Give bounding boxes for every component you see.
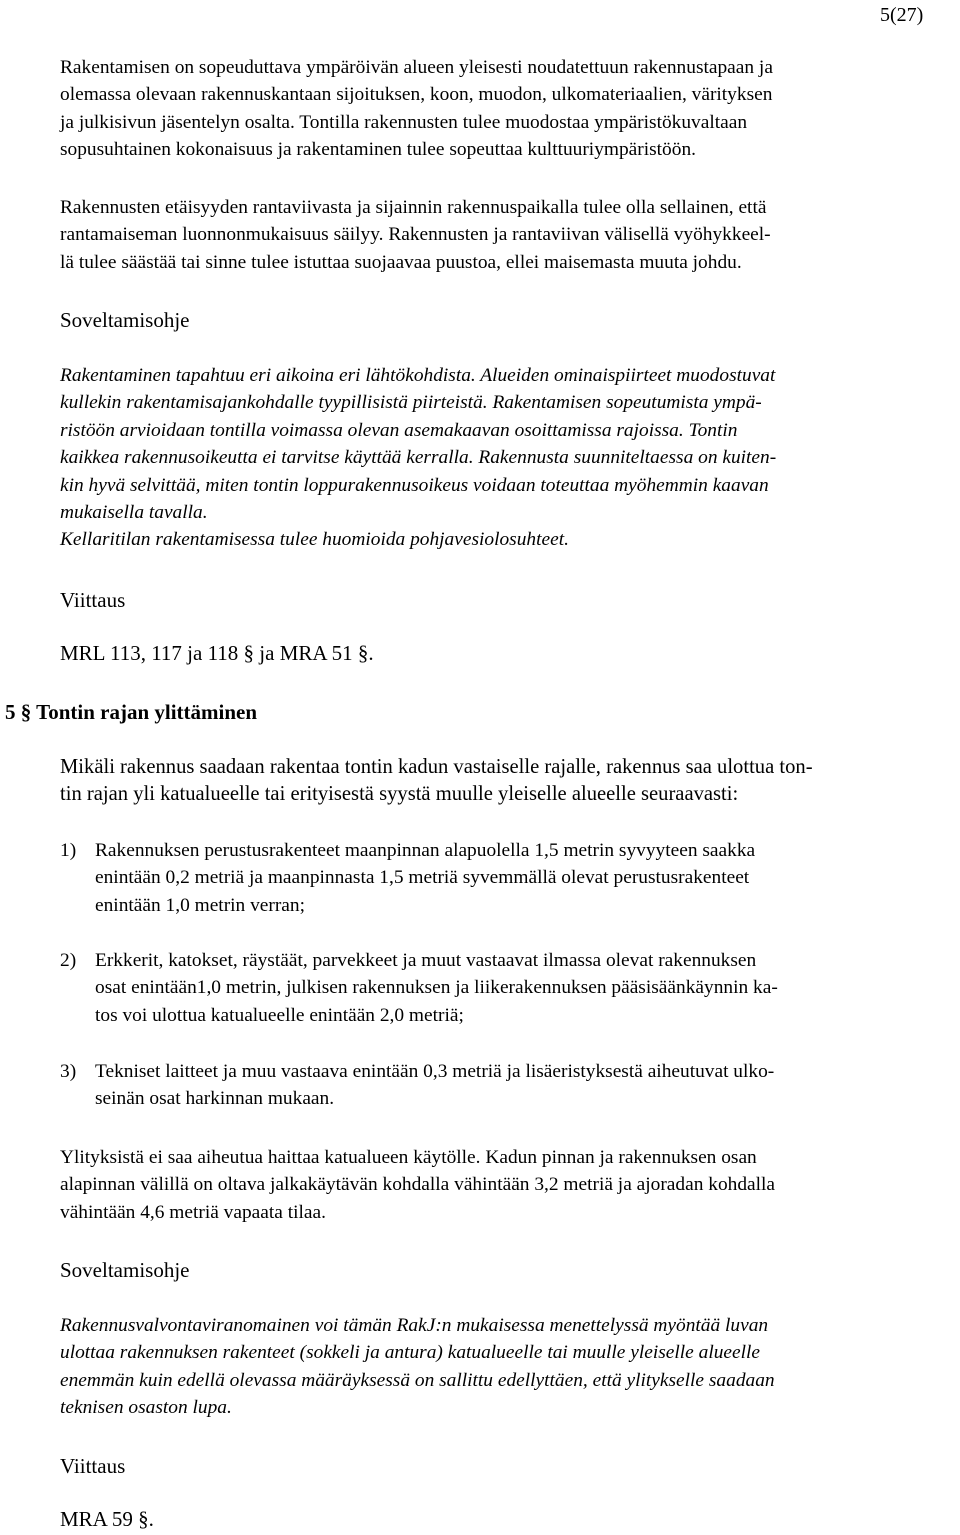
text-line: Mikäli rakennus saadaan rakentaa tontin kadun vastaiselle rajalle, rakennus saa ulottua ton- [60,756,813,778]
text-line: tin rajan yli katualueelle tai erityisestä syystä muulle yleiselle alueelle seuraavasti: [60,783,739,806]
reference-text: MRA 59 §. [60,1507,154,1531]
list-number: 1) [60,840,77,861]
text-line: Erkkerit, katokset, räystäät, parvekkeet ja muut vastaavat ilmassa olevat rakennuksen [95,950,757,971]
list-number: 2) [60,950,77,971]
text-line: ulottaa rakennuksen rakenteet (sokkeli ja antura) katualueelle tai muulle yleiselle alueelle [60,1342,760,1364]
reference-heading: Viittaus [60,1454,126,1478]
paragraph-clearance [60,1144,960,1226]
list-number: 3) [60,1061,77,1082]
text-line: Ylityksistä ei saa aiheutua haittaa katualueen käytölle. Kadun pinnan ja rakennuksen osan [60,1147,757,1168]
text-line: kin hyvä selvittää, miten tontin loppurakennusoikeus voidaan toteuttaa myöhemmin kaavan [60,474,769,496]
text-line: alapinnan välillä on oltava jalkakäytävän kohdalla vähintään 3,2 metriä ja ajoradan kohdalla [60,1174,776,1196]
text-line: Rakentaminen tapahtuu eri aikoina eri lähtökohdista. Alueiden ominaispiirteet muodostuvat [60,365,776,386]
text-line: osat enintään1,0 metrin, julkisen rakennuksen ja liikerakennuksen pääsisäänkäynnin ka- [95,977,778,999]
reference-heading: Viittaus [60,588,126,612]
text-line: ja julkisivun jäsentelyn osalta. Tontilla rakennusten tulee muodostaa ympäristökuvaltaan [60,111,748,133]
text-line: Rakentamisen on sopeuduttava ympäröivän alueen yleisesti noudatettuun rakennustapaan ja [60,57,773,78]
text-line: seinän osat harkinnan mukaan. [95,1088,335,1110]
page-number: 5(27) [880,4,924,26]
text-line: enintään 0,2 metriä ja maanpinnasta 1,5 metriä syvemmällä olevat perustusrakenteet [95,867,750,889]
text-line: enemmän kuin edellä olevassa määräyksessä on sallittu edellyttäen, että ylitykselle saadaan [60,1369,775,1391]
text-line: Rakennusten etäisyyden rantaviivasta ja sijainnin rakennuspaikalla tulee olla sellainen, että [60,197,767,218]
text-line: sopusuhtainen kokonaisuus ja rakentaminen tulee sopeuttaa kulttuuriympäristöön. [60,139,696,161]
paragraph-shoreline-distance [60,194,960,276]
guide-heading: Soveltamisohje [60,308,190,332]
text-line: Tekniset laitteet ja muu vastaava enintään 0,3 metriä ja lisäeristyksestä aiheutuvat ulko- [95,1061,775,1082]
list-item [60,837,960,921]
text-line: vähintään 4,6 metriä vapaata tilaa. [60,1201,326,1223]
section-intro [60,754,960,809]
paragraph-building-adaptation [60,54,960,164]
text-line: enintään 1,0 metrin verran; [95,894,305,916]
text-line: teknisen osaston lupa. [60,1397,232,1419]
section-heading: 5 § Tontin rajan ylittäminen [5,700,258,724]
guide-heading: Soveltamisohje [60,1258,190,1282]
text-line: Rakennuksen perustusrakenteet maanpinnan alapuolella 1,5 metrin syvyyteen saakka [95,840,756,861]
text-line: lä tulee säästää tai sinne tulee istuttaa suojaavaa puustoa, ellei maisemasta muuta johdu. [60,251,742,273]
text-line: Kellaritilan rakentamisessa tulee huomioida pohjavesiolosuhteet. [60,529,569,551]
text-line: mukaisella tavalla. [60,502,208,524]
text-line: Rakennusvalvontaviranomainen voi tämän RakJ:n mukaisessa menettelyssä myöntää luvan [60,1315,769,1336]
text-line: kullekin rakentamisajankohdalle tyypillisistä piirteistä. Rakentamisen sopeutumista ympä- [60,392,762,414]
reference-text: MRL 113, 117 ja 118 § ja MRA 51 §. [60,641,374,665]
text-line: olemassa olevaan rakennuskantaan sijoituksen, koon, muodon, ulkomateriaalien, värityksen [60,84,773,106]
text-line: kaikkea rakennusoikeutta ei tarvitse käyttää kerralla. Rakennusta suunniteltaessa on kuiten- [60,447,777,469]
guide-paragraph [60,362,960,554]
guide-paragraph [60,1312,960,1422]
text-line: tos voi ulottua katualueelle enintään 2,0 metriä; [95,1004,464,1026]
list-item [60,947,960,1031]
text-line: ristöön arvioidaan tontilla voimassa olevan asemakaavan osoittamissa rajoissa. Tontin [60,419,738,441]
text-line: rantamaiseman luonnonmukaisuus säilyy. Rakennusten ja rantaviivan välisellä vyöhykkeel- [60,224,771,246]
list-item [60,1058,960,1114]
